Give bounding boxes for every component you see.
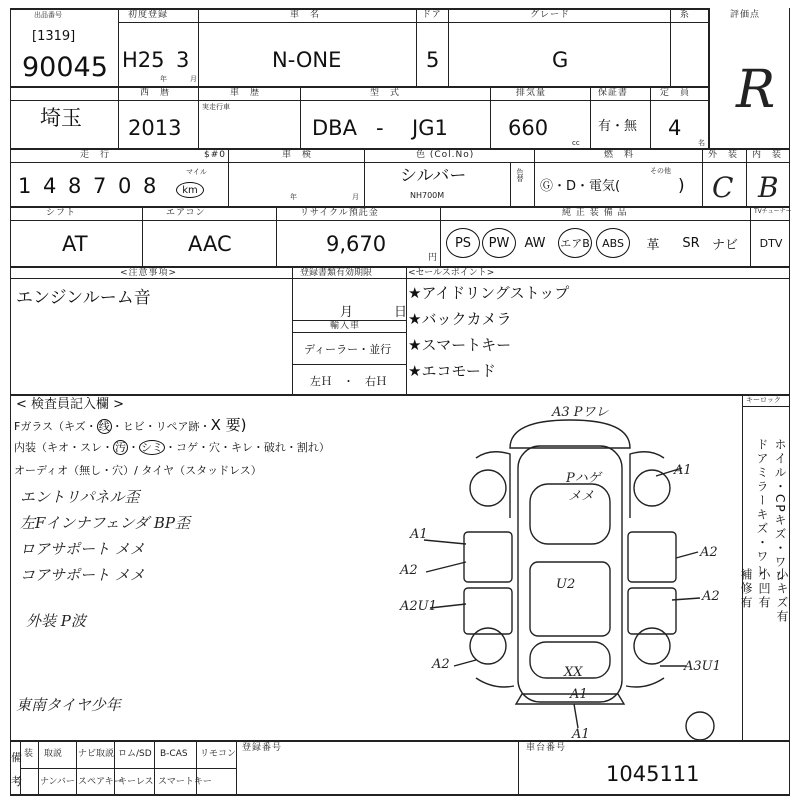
damage-hood: Pハゲ <box>566 471 601 486</box>
handwritten-note: ロアサポート メメ <box>20 540 145 558</box>
footer-row2-label-2: キーレス <box>118 777 154 787</box>
equipment-item: ナビ <box>711 237 738 253</box>
lot-number-label: 出品番号 <box>34 11 62 19</box>
warranty-value: 有・無 <box>598 119 638 134</box>
shift-label: シフト <box>46 208 77 218</box>
color-code: NH700M <box>410 191 445 200</box>
wheel-front-left <box>470 470 506 506</box>
handwritten-note: コアサポート メメ <box>20 566 145 584</box>
chassis-label: 車台番号 <box>526 743 567 753</box>
caution-label: <注意事項> <box>120 268 178 278</box>
inspection-month-unit: 月 <box>352 193 359 201</box>
interior-line <box>14 442 330 453</box>
mileage-digit: 0 <box>118 174 132 198</box>
sales-point: ★エコモード <box>408 362 496 380</box>
model-year-label: 西 暦 <box>140 88 171 98</box>
glass-line <box>14 418 246 433</box>
car-damage-diagram <box>400 398 730 742</box>
damage-rear: A1 <box>570 687 588 702</box>
damage-right-2: A2 <box>702 589 720 604</box>
sales-point: ★アイドリングストップ <box>408 284 570 302</box>
remarks-side-label-2: 考 <box>11 775 22 788</box>
model-code: JG1 <box>412 116 448 140</box>
chassis-number: 1045111 <box>606 762 700 786</box>
damage-right-front: A1 <box>674 463 692 478</box>
interior-score: B <box>758 171 779 204</box>
interior-text-c: ・コゲ・穴・キレ・破れ・割れ） <box>165 441 330 454</box>
door-rear-left <box>464 588 512 634</box>
footer-row1-label-1: 取説 <box>44 749 63 759</box>
inspection-year-unit: 年 <box>290 193 297 201</box>
color-change-label: 色替 <box>516 168 524 182</box>
damage-rear-x: XX <box>564 665 583 680</box>
caution-text: エンジンルーム音 <box>16 288 151 308</box>
mileage-label: 走 行 <box>80 150 111 160</box>
year-unit: 年 <box>160 75 167 83</box>
month-unit: 月 <box>190 75 197 83</box>
mileage-digit: 1 <box>18 174 32 198</box>
audio-tire-line: オーディオ（無し・穴）/ タイヤ（スタッドレス） <box>14 464 262 477</box>
glass-text: Fガラス（キズ・ <box>14 420 97 433</box>
damage-top: A3 Pワレ <box>552 405 609 420</box>
mileage-digit: 8 <box>68 174 82 198</box>
handwritten-note: エントリパネル歪 <box>20 488 140 506</box>
model-prefix: DBA <box>312 116 357 140</box>
fuel-label: 燃 料 <box>604 150 635 160</box>
footer-row2-label-1: スペアキー <box>78 777 123 787</box>
import-dealer: ディーラー・並行 <box>304 343 392 356</box>
handle-side: 左Ｈ ・ 右Ｈ <box>310 375 387 388</box>
equipment-item: DTV <box>759 236 783 250</box>
arrow-a1-left <box>424 540 466 544</box>
quarter-rear-left <box>476 678 514 687</box>
arrow-a1-rear <box>574 704 578 728</box>
cc-unit: cc <box>572 139 580 147</box>
reg-day-unit: 日 <box>394 305 408 320</box>
door-front-left <box>464 532 512 582</box>
exterior-score: C <box>712 171 734 204</box>
quarter-rear-right <box>626 678 664 687</box>
displacement-label: 排気量 <box>516 88 547 98</box>
region: 埼玉 <box>40 106 82 130</box>
mileage-digit: 4 <box>43 174 57 198</box>
first-registration-label: 初度登録 <box>128 10 169 20</box>
right-vertical-note: 小凹有 <box>757 568 771 610</box>
displacement: 660 <box>508 116 549 140</box>
tow-hook-mark <box>686 712 714 740</box>
car-name: N-ONE <box>272 48 342 72</box>
equipment-item: PS <box>446 228 480 258</box>
equipment-item: エアB <box>558 228 592 258</box>
interior-label: 内 装 <box>752 150 783 160</box>
damage-hood-x: メメ <box>568 489 595 504</box>
color-value: シルバー <box>400 166 467 186</box>
color-label: 色 (Col.No) <box>416 150 475 160</box>
damage-right-1: A2 <box>700 545 718 560</box>
interior-text-a: 内装（キオ・スレ・ <box>14 441 113 454</box>
grade-label: グレード <box>530 10 571 20</box>
reg-number-label: 登録番号 <box>242 743 283 753</box>
footer-row2-label-0: ナンバー <box>40 777 75 787</box>
footer-row1-label-0: 装 <box>24 749 34 759</box>
glass-text-rest: ・ヒビ・リペア跡・ <box>111 420 211 433</box>
interior-circled-1: 汚 <box>115 441 126 454</box>
equipment-item: PW <box>482 228 516 258</box>
footer-row1-label-4: B-CAS <box>160 749 188 759</box>
capacity: 4 <box>668 116 682 140</box>
damage-left-rear: A2 <box>432 657 450 672</box>
damage-roof: U2 <box>556 577 576 592</box>
recycle-value: 9,670 <box>326 232 387 256</box>
mileage-digit: 7 <box>93 174 107 198</box>
first-registration-era-year: H25 <box>122 48 165 72</box>
lot-sub-number: [1319] <box>32 29 76 44</box>
equipment-item: SR <box>682 235 700 251</box>
arrow-a2-right <box>676 552 698 558</box>
equipment-item: ABS <box>596 228 630 258</box>
inspector-label: < 検査員記入欄 > <box>16 397 125 412</box>
doors-value: 5 <box>426 48 440 72</box>
glass-mark: X 要) <box>210 416 247 434</box>
model-code-label: 型 式 <box>370 88 401 98</box>
reg-expiry-label: 登録書類有効期限 <box>300 268 373 278</box>
recycle-label: リサイクル預託金 <box>300 208 379 218</box>
right-vertical-note: ホイル・CPキズ・ワレ <box>773 438 787 584</box>
model-dash: - <box>376 116 384 140</box>
interior-text-b: ・ <box>128 441 139 454</box>
exterior-label: 外 装 <box>708 150 739 160</box>
glass-circled-text: 线 <box>98 420 110 433</box>
equipment-item: AW <box>524 235 546 251</box>
tv-tuner-label: TVチューナー <box>754 208 792 215</box>
warranty-label: 保証書 <box>598 88 629 98</box>
damage-rear-bottom: A1 <box>572 727 590 742</box>
reg-month-unit: 月 <box>340 305 354 320</box>
front-bumper-outline <box>510 420 630 448</box>
wheel-front-right <box>634 470 670 506</box>
score-label: 評価点 <box>730 10 761 20</box>
hand-note-bottom: 東南タイヤ少年 <box>16 696 121 714</box>
arrow-a2-left <box>426 562 466 572</box>
mile-label: マイル <box>186 168 207 176</box>
footer-row2-label-3: スマートキー <box>158 777 212 787</box>
source-label: 系 <box>680 10 691 20</box>
inspection-label: 車 検 <box>282 150 313 160</box>
km-label: km <box>182 184 198 196</box>
footer-row1-label-5: リモコン <box>200 749 237 759</box>
right-vertical-note: 補修有 <box>739 568 753 610</box>
equipment-label: 純 正 装 備 品 <box>562 208 628 218</box>
handwritten-note: 左Fインナフェンダ BP歪 <box>20 514 190 532</box>
damage-right-3: A3U1 <box>684 659 721 674</box>
capacity-unit: 名 <box>698 139 705 147</box>
interior-circled-2: シミ <box>141 441 163 454</box>
shift-value: AT <box>62 232 88 256</box>
damage-left-1: A1 <box>410 527 428 542</box>
hand-note-extra: 外装 P波 <box>26 612 86 630</box>
lot-number: 90045 <box>22 52 108 83</box>
fuel-value: Ⓖ・D・電気( <box>540 179 621 194</box>
score-value: R <box>736 60 776 120</box>
keybox-label: キーロック <box>746 396 781 404</box>
equipment-item: 革 <box>646 237 660 253</box>
fender-front-left <box>476 452 510 518</box>
auction-sheet <box>10 8 790 796</box>
right-vertical-note: ドアミラーキズ・ワレ <box>755 438 769 578</box>
capacity-label: 定 員 <box>660 88 691 98</box>
footer-row1-label-2: ナビ取説 <box>78 749 115 759</box>
remarks-side-label-1: 備 <box>11 751 22 764</box>
roof-panel <box>530 562 610 636</box>
history-label: 車 歴 <box>230 88 261 98</box>
first-registration-month: 3 <box>176 48 190 72</box>
car-name-label: 車 名 <box>290 10 321 20</box>
fuel-other: その他 <box>650 167 671 175</box>
mileage-digit: 8 <box>143 174 157 198</box>
fuel-close: ) <box>678 176 685 196</box>
grade-value: G <box>552 48 569 72</box>
ac-label: エアコン <box>166 208 206 218</box>
damage-left-2: A2 <box>400 563 418 578</box>
import-label: 輸入車 <box>330 321 361 331</box>
doors-label: ドア <box>422 10 442 20</box>
meter-swap-label: $#0 <box>204 150 226 160</box>
history-note: 実走行車 <box>202 103 230 111</box>
model-year: 2013 <box>128 116 182 140</box>
sales-points-label: <セールスポイント> <box>408 268 495 278</box>
door-rear-right <box>628 588 676 634</box>
sales-point: ★スマートキー <box>408 336 512 354</box>
door-front-right <box>628 532 676 582</box>
fender-front-right <box>630 452 664 518</box>
sales-point: ★バックカメラ <box>408 310 512 328</box>
yen-unit: 円 <box>428 253 438 263</box>
arrow-a2-left-rear <box>454 660 476 666</box>
ac-value: AAC <box>188 232 232 256</box>
right-vertical-note: 小キズ有 <box>775 568 789 624</box>
damage-left-3: A2U1 <box>400 599 437 614</box>
footer-row1-label-3: ロム/SD <box>118 749 152 759</box>
km-circle <box>176 182 204 198</box>
